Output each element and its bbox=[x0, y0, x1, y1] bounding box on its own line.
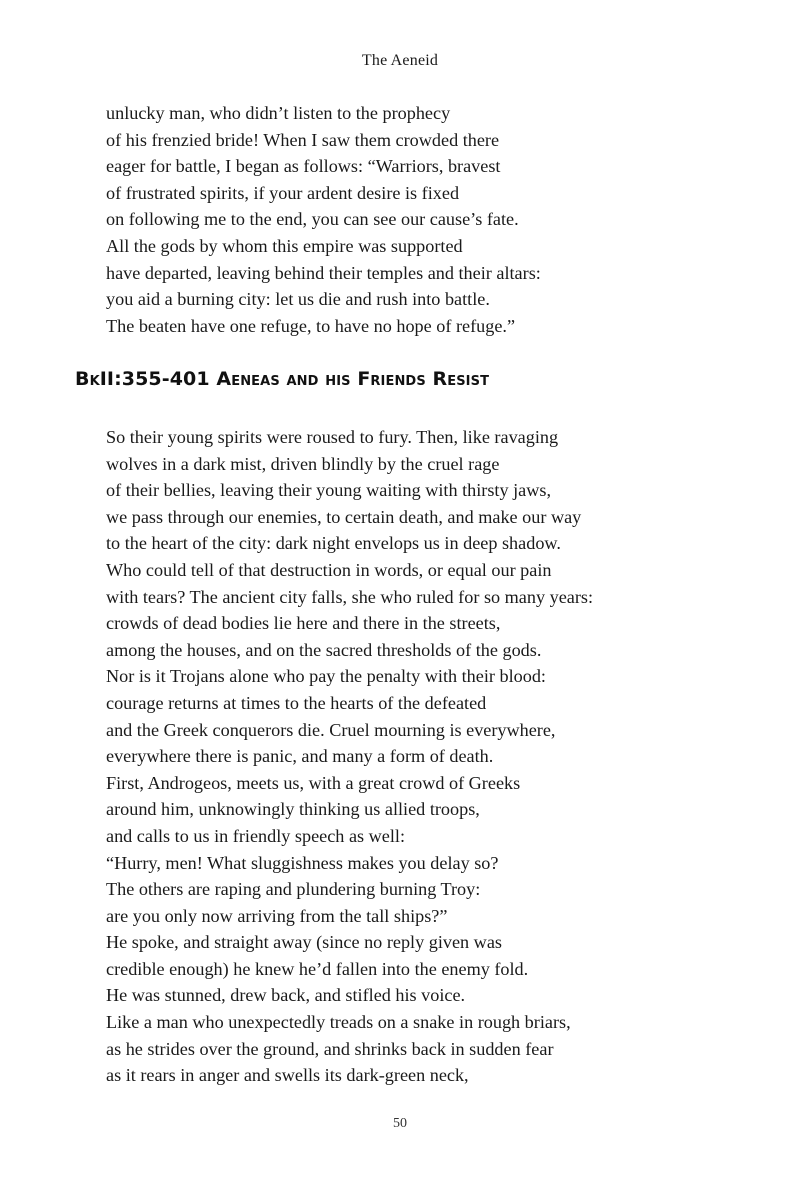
verse-line: “Hurry, men! What sluggishness makes you delay so? bbox=[106, 852, 499, 873]
verse-line: among the houses, and on the sacred thresholds of the gods. bbox=[106, 639, 542, 660]
verse-line: have departed, leaving behind their temples and their altars: bbox=[106, 262, 541, 283]
verse-line: as it rears in anger and swells its dark-green neck, bbox=[106, 1065, 469, 1086]
verse-line: wolves in a dark mist, driven blindly by the cruel rage bbox=[106, 453, 500, 474]
verse-line: on following me to the end, you can see our cause’s fate. bbox=[106, 209, 519, 230]
verse-line: crowds of dead bodies lie here and there in the streets, bbox=[106, 613, 501, 634]
verse-line: eager for battle, I began as follows: “Warriors, bravest bbox=[106, 156, 501, 177]
verse-line: courage returns at times to the hearts of the defeated bbox=[106, 692, 487, 713]
verse-line: around him, unknowingly thinking us allied troops, bbox=[106, 799, 480, 820]
verse-line: to the heart of the city: dark night envelops us in deep shadow. bbox=[106, 533, 561, 554]
verse-line: everywhere there is panic, and many a form of death. bbox=[106, 746, 494, 767]
verse-line: are you only now arriving from the tall ships?” bbox=[106, 905, 448, 926]
verse-line: of their bellies, leaving their young waiting with thirsty jaws, bbox=[106, 480, 552, 501]
verse-line: we pass through our enemies, to certain death, and make our way bbox=[106, 506, 582, 527]
verse-line: The others are raping and plundering burning Troy: bbox=[106, 879, 481, 900]
verse-line: you aid a burning city: let us die and rush into battle. bbox=[106, 289, 490, 310]
verse-line: He was stunned, drew back, and stifled his voice. bbox=[106, 985, 466, 1006]
running-head: The Aeneid bbox=[361, 52, 439, 69]
verse-line: Who could tell of that destruction in words, or equal our pain bbox=[106, 559, 552, 580]
verse-line: He spoke, and straight away (since no reply given was bbox=[106, 932, 502, 953]
section-heading: BkII:355-401 Aeneas and his Friends Resist bbox=[75, 368, 490, 390]
verse-line: Nor is it Trojans alone who pay the penalty with their blood: bbox=[106, 666, 546, 687]
verse-line: credible enough) he knew he’d fallen into the enemy fold. bbox=[106, 958, 529, 979]
verse-line: Like a man who unexpectedly treads on a snake in rough briars, bbox=[106, 1012, 571, 1033]
verse-line: with tears? The ancient city falls, she who ruled for so many years: bbox=[106, 586, 594, 607]
verse-line: unlucky man, who didn’t listen to the prophecy bbox=[106, 103, 451, 123]
verse-line: So their young spirits were roused to fury. Then, like ravaging bbox=[106, 427, 559, 447]
verse-block-before bbox=[106, 100, 766, 339]
verse-line: The beaten have one refuge, to have no hope of refuge.” bbox=[106, 315, 516, 336]
verse-line: of frustrated spirits, if your ardent desire is fixed bbox=[106, 182, 460, 203]
page-number: 50 bbox=[393, 1116, 407, 1131]
verse-line: of his frenzied bride! When I saw them crowded there bbox=[106, 129, 500, 150]
verse-line: First, Androgeos, meets us, with a great crowd of Greeks bbox=[106, 772, 521, 793]
verse-line: and the Greek conquerors die. Cruel mourning is everywhere, bbox=[106, 719, 556, 740]
verse-line: and calls to us in friendly speech as well: bbox=[106, 825, 406, 846]
verse-line: All the gods by whom this empire was supported bbox=[106, 235, 463, 256]
verse-line: as he strides over the ground, and shrinks back in sudden fear bbox=[106, 1038, 554, 1059]
verse-block-after bbox=[106, 424, 766, 1089]
